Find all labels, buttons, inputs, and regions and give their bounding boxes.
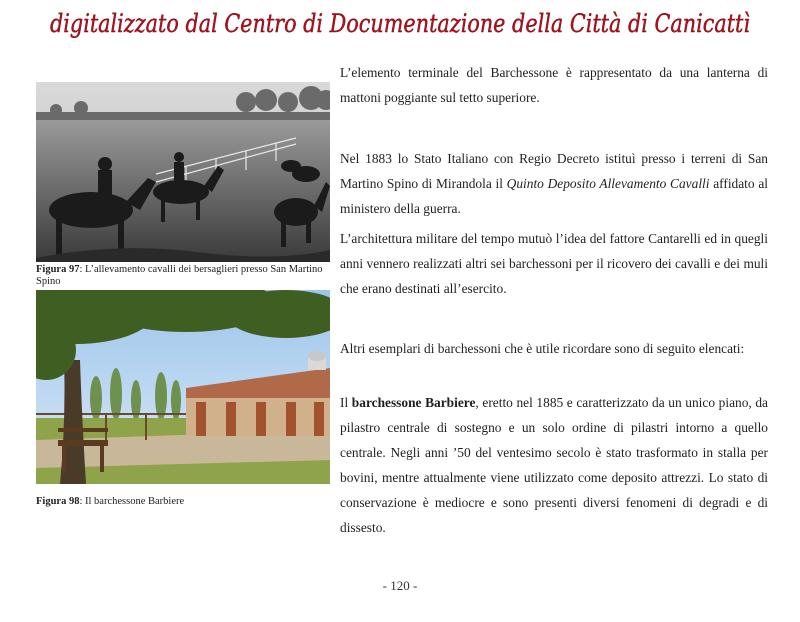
paragraph-esemplari bbox=[340, 336, 768, 361]
banner-text: digitalizzato dal Centro di Documentazione della Città di Canicattì bbox=[50, 9, 750, 38]
deposito-name: Quinto Deposito Allevamento Cavalli bbox=[506, 176, 710, 191]
paragraph-architettura bbox=[340, 226, 768, 301]
paragraph-text: L’architettura militare del tempo mutuò l’idea del fattore Cantarelli ed in quegli anni vennero realizzati altri sei barchessoni per il ricovero dei cavalli e dei muli che erano destinati all’esercito. bbox=[340, 231, 768, 296]
figure-98-caption-text: : Il barchessone Barbiere bbox=[79, 496, 185, 507]
page-number: - 120 - bbox=[382, 578, 418, 593]
figure-97-photo bbox=[36, 82, 330, 262]
figure-98-caption bbox=[36, 496, 330, 508]
paragraph-text: L’elemento terminale del Barchessone è rappresentato da una lanterna di mattoni poggiante sul tetto superiore. bbox=[340, 65, 768, 105]
figure-98-number: Figura 98 bbox=[36, 496, 80, 507]
figure-97-caption bbox=[36, 264, 330, 288]
figure-98-photo bbox=[36, 290, 330, 484]
digitization-banner bbox=[0, 0, 800, 44]
paragraph-barbiere-lead: Il bbox=[340, 395, 352, 410]
banner-svg bbox=[0, 0, 800, 44]
figure-97-caption-text: : L’allevamento cavalli dei bersaglieri presso San Martino Spino bbox=[36, 264, 323, 287]
barchessone-name: barchessone Barbiere bbox=[351, 395, 476, 410]
paragraph-text: Altri esemplari di barchessoni che è utile ricordare sono di seguito elencati: bbox=[340, 341, 745, 356]
paragraph-lanterna bbox=[340, 60, 768, 110]
paragraph-decreto-tail: affidato al ministero della guerra. bbox=[340, 176, 768, 216]
paragraph-text bbox=[340, 146, 768, 221]
paragraph-barbiere bbox=[340, 390, 768, 540]
paragraph-decreto bbox=[340, 146, 768, 221]
figure-97-number: Figura 97 bbox=[36, 264, 80, 275]
paragraph-decreto-lead: Nel 1883 lo Stato Italiano con Regio Decreto istituì presso i terreni di San Martino Spino di Mirandola il bbox=[340, 151, 768, 191]
paragraph-text bbox=[340, 390, 768, 540]
paragraph-barbiere-tail: , eretto nel 1885 e caratterizzato da un unico piano, da pilastro centrale di sostegno e un solo ordine di pilastri intorno a quello centrale. Negli anni ’50 del ventesimo secolo è stato trasformato in stalla per bovini, mentre attualmente viene utilizzato come deposito attrezzi. Lo stato di conservazione è mediocre e sono presenti diversi fenomeni di degradi e di dissesto. bbox=[340, 395, 768, 535]
